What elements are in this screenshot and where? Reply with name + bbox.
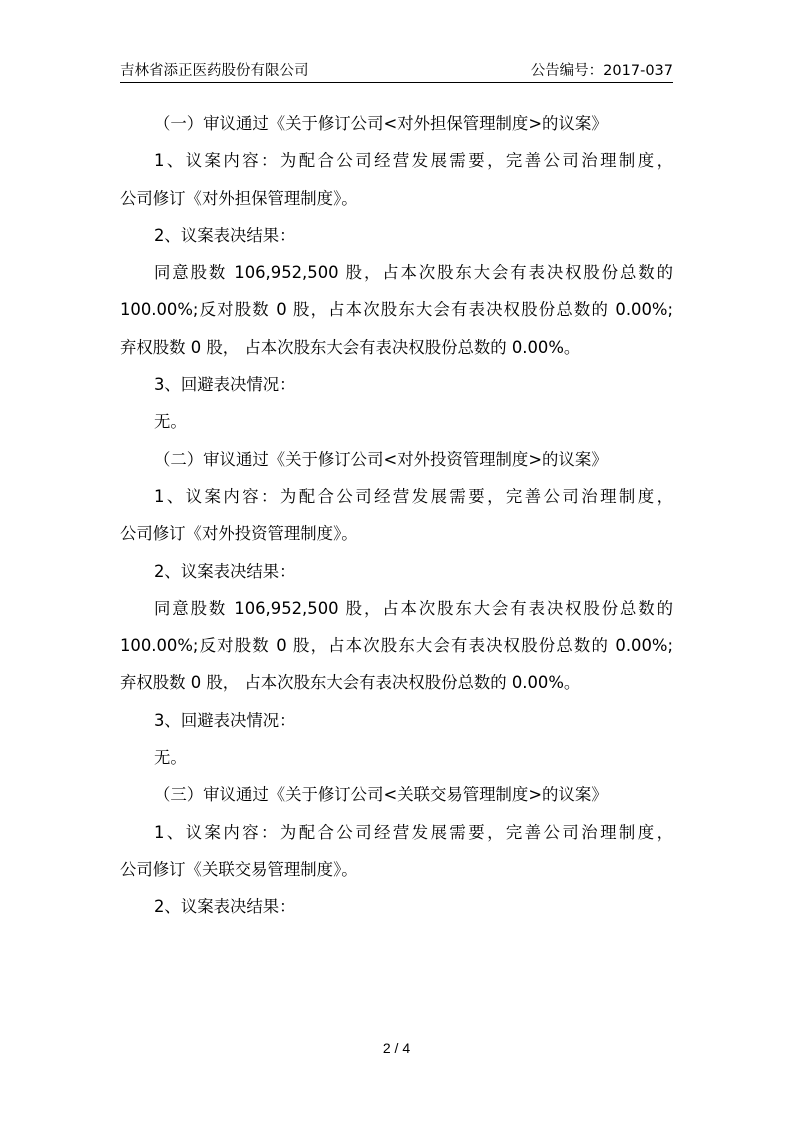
notice-number: 公告编号：2017-037 [530,63,673,79]
page-header [120,56,673,80]
text-line: 2、议案表决结果： [154,561,296,581]
text-line: 2、议案表决结果： [154,897,296,917]
text-line: 3、回避表决情况： [154,375,296,395]
text-line: 1、议案内容：为配合公司经营发展需要，完善公司治理制度， [154,486,673,506]
page-number: 2 / 4 [382,1040,411,1056]
text-line: 3、回避表决情况： [154,710,296,730]
document-body [120,105,673,926]
text-line: 公司修订《对外担保管理制度》。 [120,188,358,208]
text-line: 公司修订《关联交易管理制度》。 [120,859,358,879]
text-line: （一）审议通过《关于修订公司<对外担保管理制度>的议案》 [154,114,608,133]
text-line: 100.00%;反对股数 0 股，占本次股东大会有表决权股份总数的 0.00%; [120,636,673,656]
text-line: 无。 [154,412,187,432]
text-line: 弃权股数 0 股， 占本次股东大会有表决权股份总数的 0.00%。 [120,673,581,693]
company-name: 吉林省添正医药股份有限公司 [120,63,309,79]
text-line: 同意股数 106,952,500 股，占本次股东大会有表决权股份总数的 [154,598,673,618]
text-line: 100.00%;反对股数 0 股，占本次股东大会有表决权股份总数的 0.00%; [120,300,673,320]
text-line: 无。 [154,748,187,768]
text-line: （二）审议通过《关于修订公司<对外投资管理制度>的议案》 [154,449,608,469]
text-line: 1、议案内容：为配合公司经营发展需要，完善公司治理制度， [154,151,673,171]
text-line: 弃权股数 0 股， 占本次股东大会有表决权股份总数的 0.00%。 [120,337,581,357]
text-line: 公司修订《对外投资管理制度》。 [120,524,358,544]
text-line: 同意股数 106,952,500 股，占本次股东大会有表决权股份总数的 [154,263,673,283]
text-line: 1、议案内容：为配合公司经营发展需要，完善公司治理制度， [154,822,673,842]
header-divider [120,82,673,83]
text-line: （三）审议通过《关于修订公司<关联交易管理制度>的议案》 [154,785,608,805]
text-line: 2、议案表决结果： [154,225,296,245]
